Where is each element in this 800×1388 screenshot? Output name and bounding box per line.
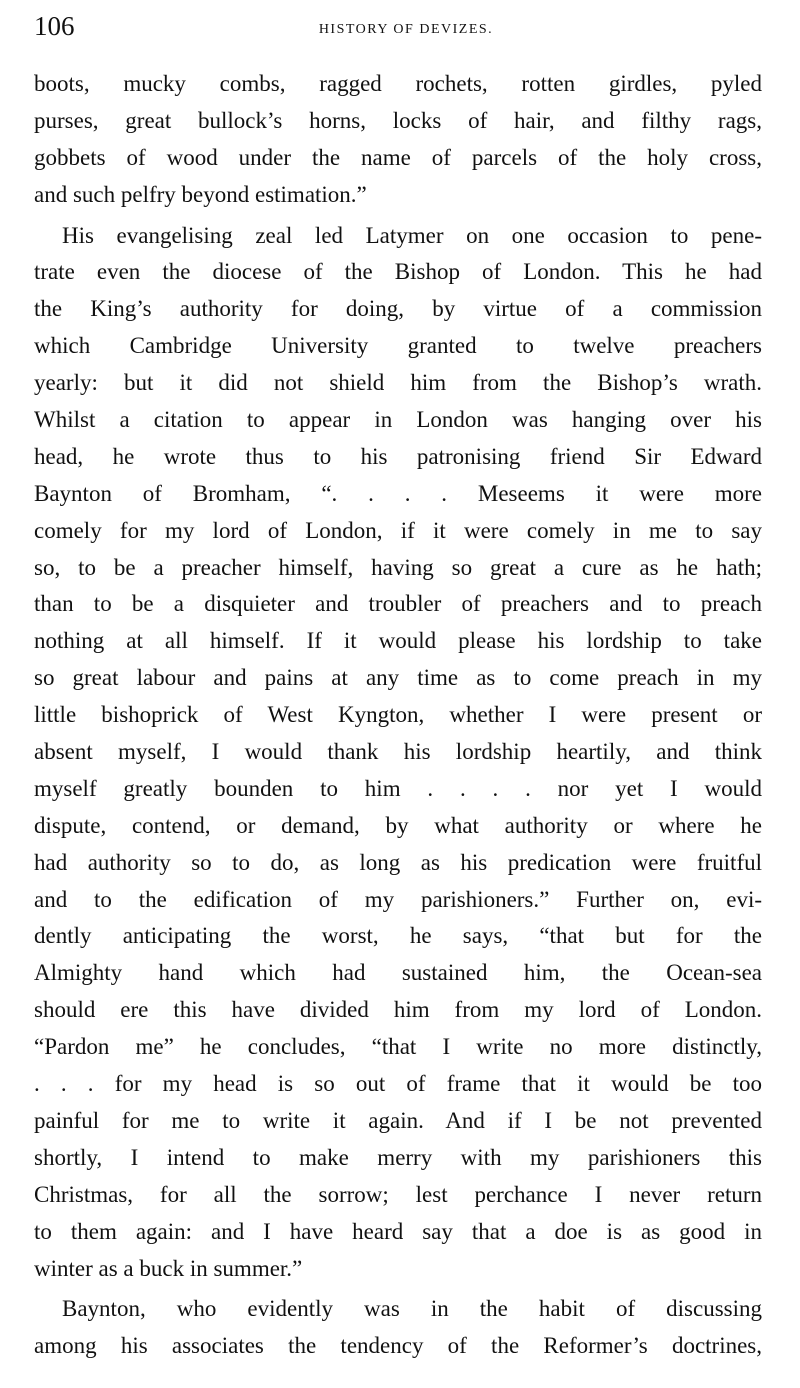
text-line: among his associates the tendency of the Reformer’s doctrines, bbox=[34, 1333, 762, 1359]
text-line: Whilst a citation to appear in London was hanging over his bbox=[34, 407, 762, 433]
paragraph bbox=[34, 66, 762, 214]
body-text bbox=[34, 66, 762, 1365]
text-line: Baynton of Bromham, “. . . . Meseems it were more bbox=[34, 480, 762, 506]
text-line: head, he wrote thus to his patronising friend Sir Edward bbox=[34, 443, 762, 469]
text-line: and such pelfry beyond estimation.” bbox=[34, 181, 367, 207]
text-line: the King’s authority for doing, by virtue of a commission bbox=[34, 296, 762, 322]
text-line: which Cambridge University granted to twelve preachers bbox=[34, 333, 762, 359]
text-line: little bishoprick of West Kyngton, whether I were present or bbox=[34, 702, 762, 728]
text-line: His evangelising zeal led Latymer on one occasion to pene- bbox=[62, 222, 762, 248]
page-number: 106 bbox=[34, 11, 75, 41]
text-line: Almighty hand which had sustained him, the Ocean-sea bbox=[34, 960, 762, 986]
text-line: winter as a buck in summer.” bbox=[34, 1255, 303, 1281]
text-line: trate even the diocese of the Bishop of London. This he had bbox=[34, 259, 762, 285]
text-line: . . . for my head is so out of frame that it would be too bbox=[34, 1071, 762, 1097]
text-line: purses, great bullock’s horns, locks of hair, and filthy rags, bbox=[34, 107, 762, 133]
text-line: yearly: but it did not shield him from the Bishop’s wrath. bbox=[34, 370, 762, 396]
text-line: so great labour and pains at any time as to come preach in my bbox=[34, 665, 762, 691]
paragraph bbox=[34, 218, 762, 1288]
text-line: dispute, contend, or demand, by what authority or where he bbox=[34, 812, 762, 838]
text-line: had authority so to do, as long as his predication were fruitful bbox=[34, 849, 762, 875]
text-line: gobbets of wood under the name of parcels of the holy cross, bbox=[34, 144, 762, 170]
text-line: comely for my lord of London, if it were comely in me to say bbox=[34, 517, 762, 543]
text-line: myself greatly bounden to him . . . . nor yet I would bbox=[34, 775, 762, 801]
text-line: “Pardon me” he concludes, “that I write no more distinctly, bbox=[34, 1034, 762, 1060]
text-line: should ere this have divided him from my lord of London. bbox=[34, 997, 762, 1023]
text-line: and to the edification of my parishioners.” Further on, evi- bbox=[34, 886, 762, 912]
text-line: nothing at all himself. If it would please his lordship to take bbox=[34, 628, 762, 654]
text-line: absent myself, I would thank his lordship heartily, and think bbox=[34, 739, 762, 765]
text-line: boots, mucky combs, ragged rochets, rotten girdles, pyled bbox=[34, 71, 762, 96]
text-line: than to be a disquieter and troubler of preachers and to preach bbox=[34, 591, 762, 617]
text-line: Baynton, who evidently was in the habit of discussing bbox=[62, 1296, 762, 1322]
text-line: so, to be a preacher himself, having so great a cure as he hath; bbox=[34, 554, 762, 580]
text-line: shortly, I intend to make merry with my parishioners this bbox=[34, 1144, 762, 1170]
text-line: dently anticipating the worst, he says, “that but for the bbox=[34, 923, 762, 949]
text-line: painful for me to write it again. And if I be not prevented bbox=[34, 1107, 762, 1133]
paragraph bbox=[34, 1291, 762, 1365]
text-line: Christmas, for all the sorrow; lest perchance I never return bbox=[34, 1181, 762, 1207]
page-header bbox=[34, 6, 764, 46]
text-line: to them again: and I have heard say that a doe is as good in bbox=[34, 1218, 762, 1244]
running-head: HISTORY OF DEVIZES. bbox=[318, 22, 494, 37]
